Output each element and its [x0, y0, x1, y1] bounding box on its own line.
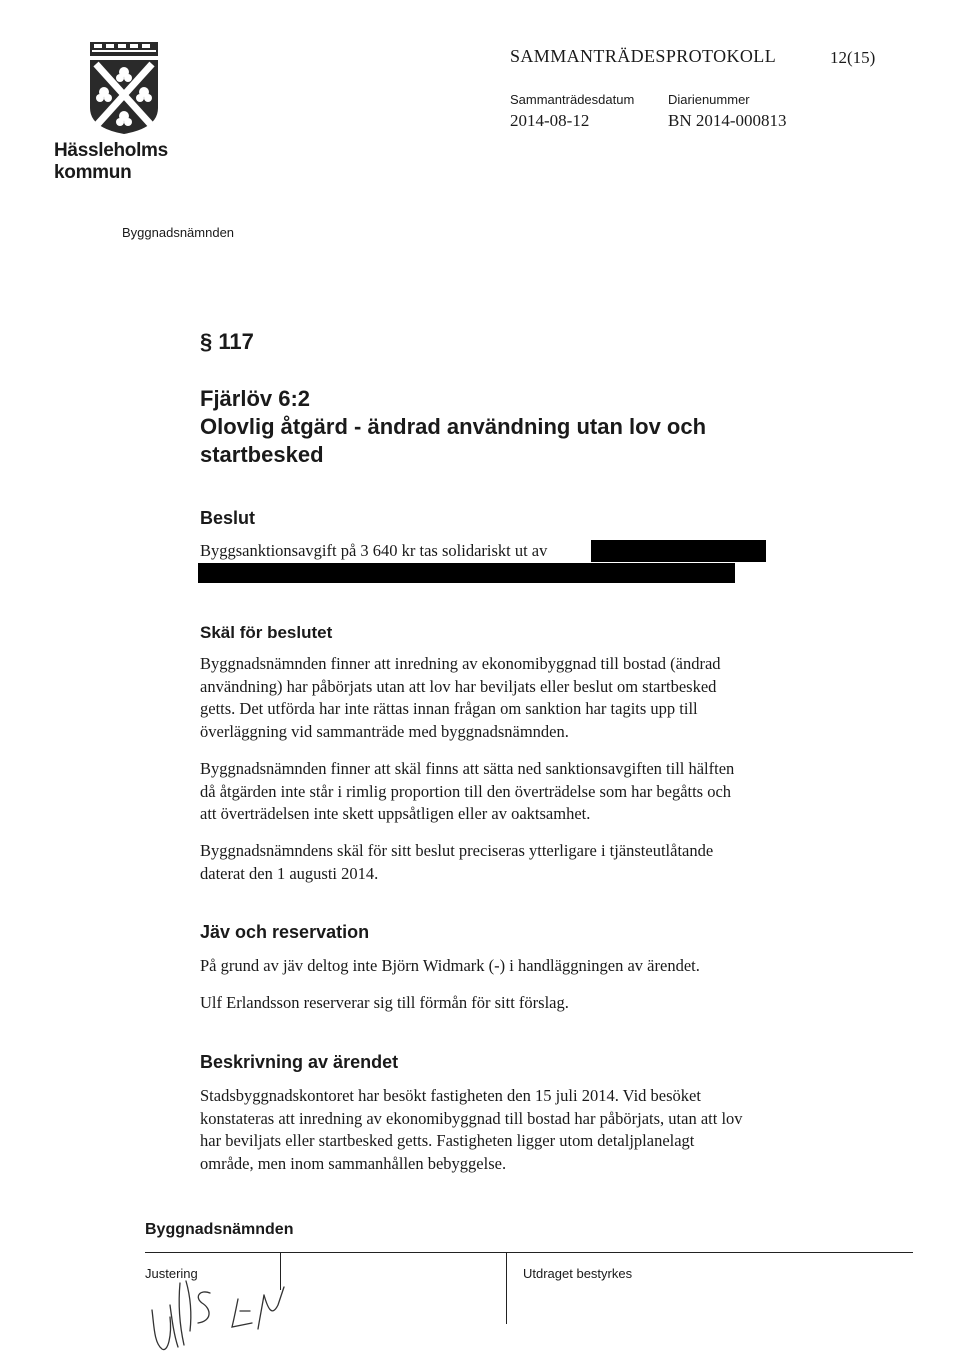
certified-extract-label: Utdraget bestyrkes: [523, 1266, 633, 1281]
coat-of-arms-logo: [88, 40, 160, 136]
reasons-paragraph-2: [200, 758, 820, 826]
description-heading: Beskrivning av ärendet: [200, 1052, 399, 1072]
redaction-bar: [591, 540, 766, 562]
page-title: [200, 385, 820, 469]
footer-divider: [145, 1252, 913, 1253]
text-line: getts. Det utförda har inte rättas innan frågan om sanktion har tagits upp till: [200, 699, 698, 718]
reasons-paragraph-1: [200, 653, 820, 743]
text-line: att överträdelsen inte skett uppsåtligen eller av oaktsamhet.: [200, 804, 591, 823]
conflict-paragraph-2: Ulf Erlandsson reserverar sig till förmån för sitt förslag.: [200, 993, 569, 1012]
title-line-2: Olovlig åtgärd - ändrad användning utan lov och: [200, 414, 707, 439]
meeting-date-label: Sammanträdesdatum: [510, 92, 635, 107]
description-paragraph: [200, 1085, 840, 1175]
registration-number: BN 2014-000813: [668, 111, 787, 130]
decision-text: Byggsanktionsavgift på 3 640 kr tas solidariskt ut av: [200, 541, 548, 560]
text-line: användning) har påbörjats utan att lov har beviljats eller beslut om startbesked: [200, 676, 717, 696]
footer-column-divider: [506, 1252, 507, 1324]
municipality-name-line2: kommun: [54, 162, 132, 183]
footer-committee: Byggnadsnämnden: [145, 1221, 294, 1238]
registration-label: Diarienummer: [668, 92, 750, 107]
decision-heading: Beslut: [200, 508, 256, 528]
text-line: Stadsbyggnadskontoret har besökt fastigheten den 15 juli 2014. Vid besöket: [200, 1086, 701, 1105]
redaction-bar: [198, 563, 735, 583]
municipality-name-line1: Hässleholms: [54, 140, 168, 161]
document-type: SAMMANTRÄDESPROTOKOLL: [510, 46, 777, 66]
page-number: 12(15): [830, 48, 876, 67]
meeting-date: 2014-08-12: [510, 111, 590, 130]
section-number: § 117: [200, 329, 254, 354]
conflict-heading: Jäv och reservation: [200, 922, 370, 942]
conflict-paragraph-1: På grund av jäv deltog inte Björn Widmark (-) i handläggningen av ärendet.: [200, 956, 700, 975]
text-line: då åtgärden inte står i rimlig proportion till den överträdelse som har begåtts och: [200, 781, 732, 801]
committee-name: Byggnadsnämnden: [122, 225, 235, 240]
text-line: Byggnadsnämnden finner att inredning av ekonomibyggnad till bostad (ändrad: [200, 654, 721, 673]
text-line: överläggning vid sammanträde med byggnadsnämnden.: [200, 721, 569, 741]
title-line-1: Fjärlöv 6:2: [200, 386, 311, 411]
justering-label: Justering: [145, 1266, 198, 1281]
reasons-heading: Skäl för beslutet: [200, 623, 333, 642]
municipality-name: [54, 140, 168, 184]
text-line: Byggnadsnämndens skäl för sitt beslut preciseras ytterligare i tjänsteutlåtande: [200, 841, 714, 860]
text-line: har beviljats eller startbesked getts. Fastigheten ligger utom detaljplanelagt: [200, 1131, 695, 1150]
text-line: konstateras att inredning av ekonomibyggnad till bostad har påbörjats, utan att lov: [200, 1108, 743, 1128]
reasons-paragraph-3: [200, 840, 820, 885]
title-line-3: startbesked: [200, 442, 324, 467]
text-line: Byggnadsnämnden finner att skäl finns att sätta ned sanktionsavgiften till hälften: [200, 759, 735, 778]
text-line: område, men inom sammanhållen bebyggelse.: [200, 1153, 507, 1173]
handwritten-initials-signature: [140, 1265, 300, 1355]
text-line: daterat den 1 augusti 2014.: [200, 863, 379, 883]
